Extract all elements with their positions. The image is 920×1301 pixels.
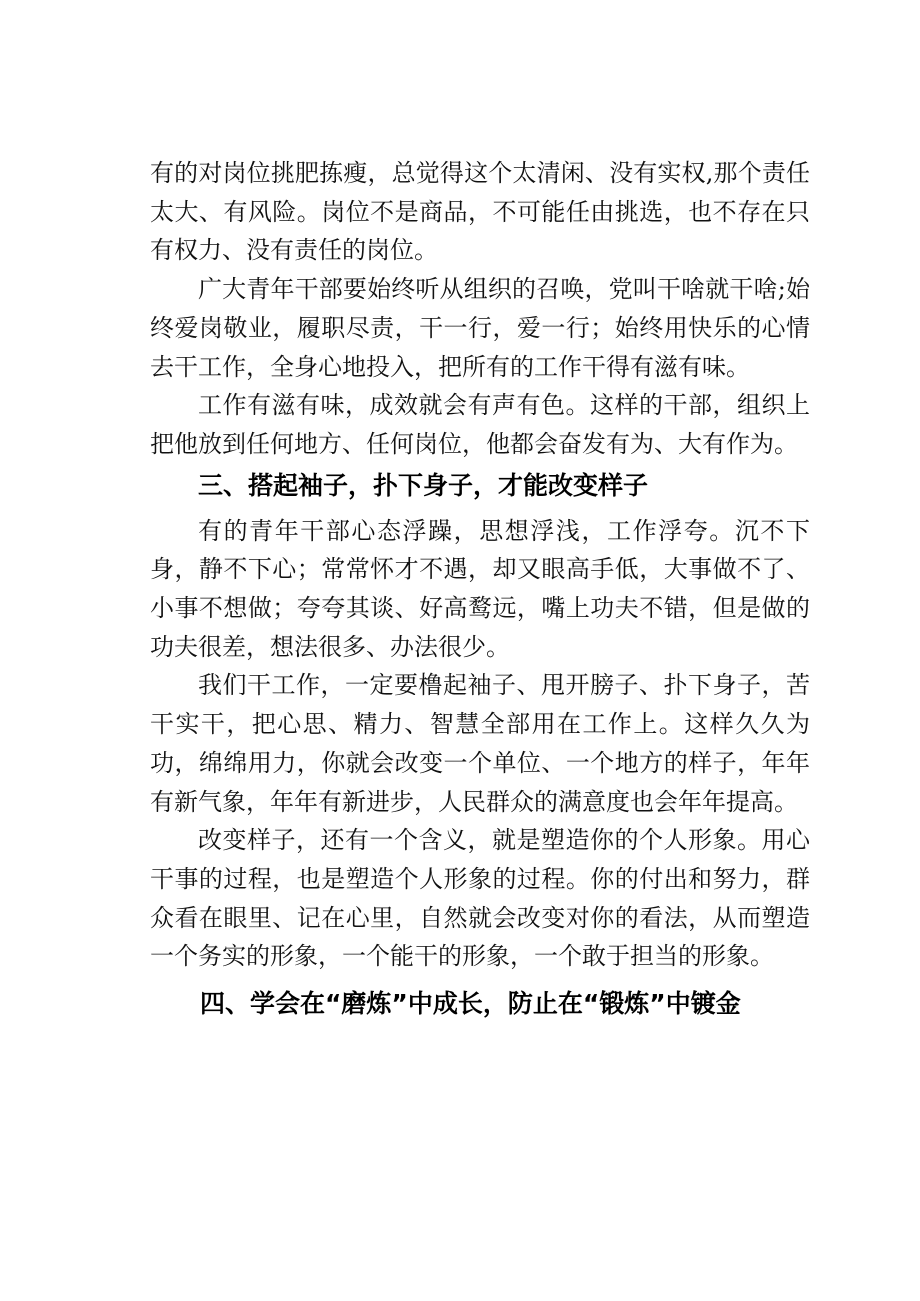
paragraph: 有的青年干部心态浮躁，思想浮浅，工作浮夸。沉不下身，静不下心；常常怀才不遇，却又眼高手低，大事做不了、小事不想做；夸夸其谈、好高鹜远，嘴上功夫不错，但是做的功夫很差，想法很多、办法很少。 — [150, 516, 810, 661]
paragraph: 改变样子，还有一个含义，就是塑造你的个人形象。用心干事的过程，也是塑造个人形象的过程。你的付出和努力，群众看在眼里、记在心里，自然就会改变对你的看法，从而塑造一个务实的形象，一个能干的形象，一个敢于担当的形象。 — [150, 826, 810, 971]
paragraph: 有的对岗位挑肥拣瘦，总觉得这个太清闲、没有实权,那个责任太大、有风险。岗位不是商品，不可能任由挑选，也不存在只有权力、没有责任的岗位。 — [150, 159, 810, 265]
paragraph: 广大青年干部要始终听从组织的召唤，党叫干啥就干啥;始终爱岗敬业，履职尽责，干一行，爱一行；始终用快乐的心情去干工作，全身心地投入，把所有的工作干得有滋有味。 — [150, 275, 810, 381]
document-body — [150, 154, 810, 1024]
paragraph: 工作有滋有味，成效就会有声有色。这样的干部，组织上把他放到任何地方、任何岗位，他都会奋发有为、大有作为。 — [150, 391, 810, 458]
paragraph: 我们干工作，一定要橹起袖子、甩开膀子、扑下身子，苦干实干，把心思、精力、智慧全部用在工作上。这样久久为功，绵绵用力，你就会改变一个单位、一个地方的样子，年年有新气象，年年有新进步，人民群众的满意度也会年年提高。 — [150, 671, 810, 816]
section-heading-3: 三、搭起袖子，扑下身子，才能改变样子 — [198, 470, 649, 500]
section-heading-4: 四、学会在“磨炼”中成长，防止在“锻炼”中镀金 — [200, 989, 741, 1019]
